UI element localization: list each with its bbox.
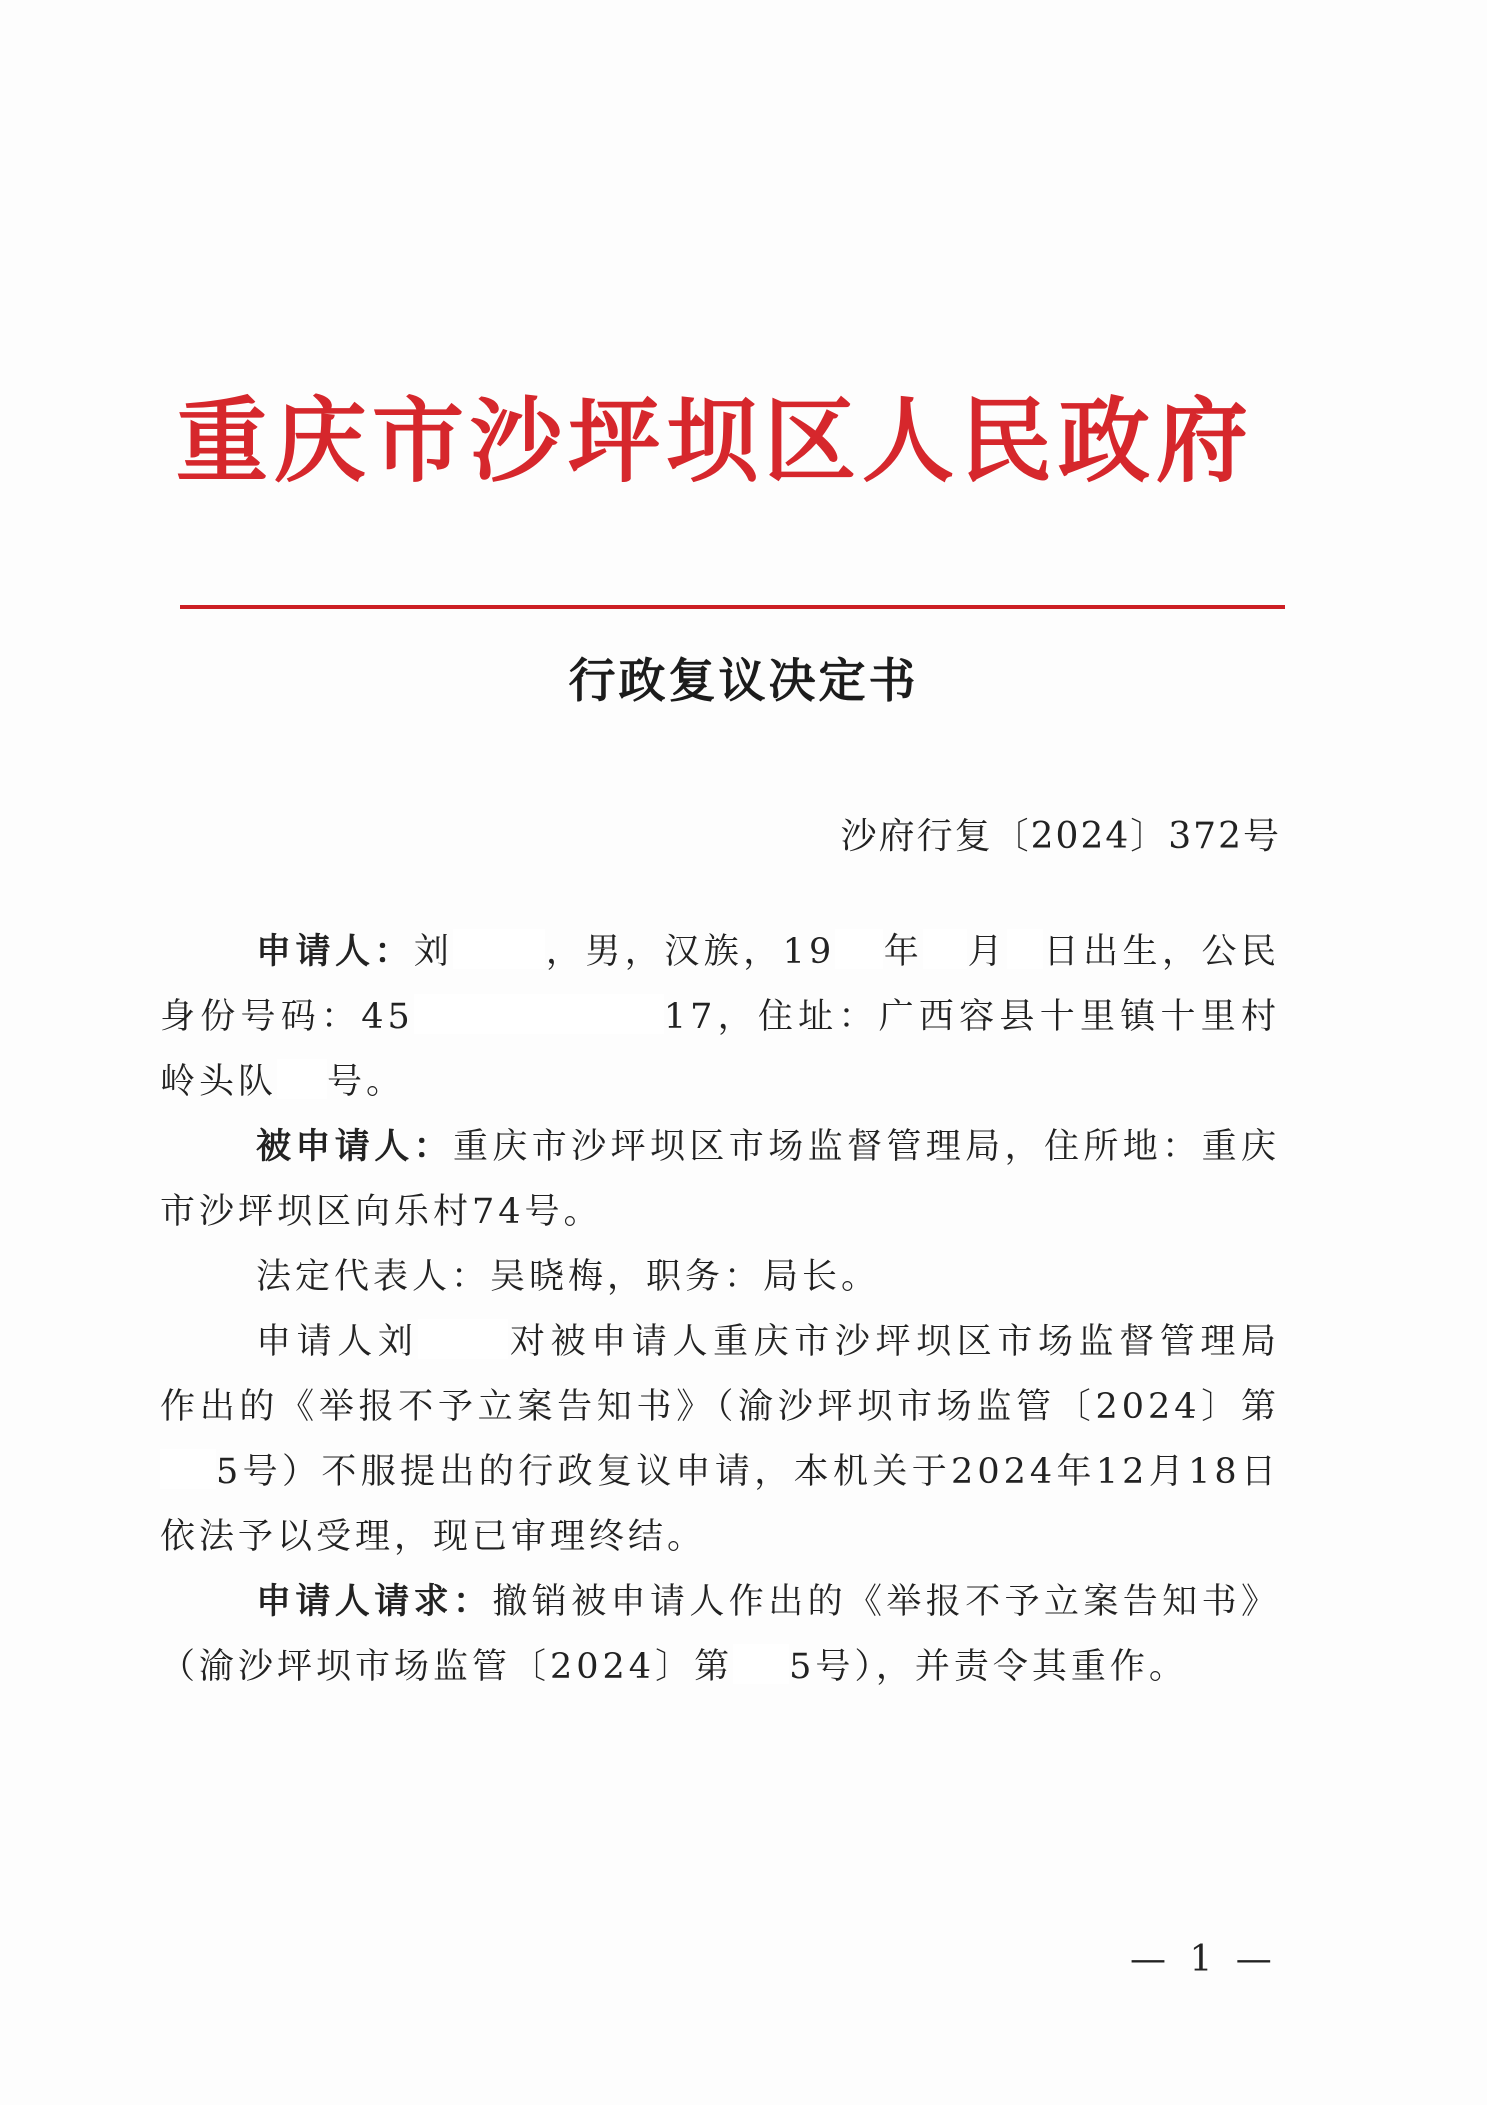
respondent-label: 被申请人： (256, 1127, 453, 1167)
applicant-text-b: ，男，汉族，19 (545, 932, 836, 972)
issuer-header: 重庆市沙坪坝区人民政府 (175, 387, 1254, 495)
request-text-a: 撤销被申请人作出的《举报不予立案告知书》（渝沙坪坝市场监管〔2024〕第 (160, 1582, 1280, 1687)
legal-rep-text: 法定代表人：吴晓梅，职务：局长。 (256, 1257, 881, 1297)
applicant-paragraph (160, 920, 1280, 1115)
request-paragraph (160, 1570, 1280, 1700)
redacted-birth-day (1007, 929, 1043, 969)
page-number: — 1 — (1130, 1939, 1278, 1980)
red-divider-line (180, 605, 1285, 609)
request-text-b: 5号），并责令其重作。 (789, 1647, 1188, 1687)
applicant-text-f: 17，住址：广西容县十里镇十里村岭头队 (160, 997, 1280, 1102)
respondent-paragraph (160, 1115, 1280, 1245)
case-intro-text-c: 5号）不服提出的行政复议申请，本机关于2024年12月18日依法予以受理，现已审理终结。 (160, 1452, 1280, 1557)
document-title: 行政复议决定书 (568, 654, 919, 709)
redacted-case-number (160, 1449, 216, 1489)
redacted-birth-month (923, 929, 967, 969)
respondent-text: 重庆市沙坪坝区市场监督管理局，住所地：重庆市沙坪坝区向乐村74号。 (160, 1127, 1280, 1232)
applicant-label: 申请人： (256, 932, 414, 972)
redacted-id-number (414, 994, 664, 1034)
applicant-text-d: 月 (967, 932, 1008, 972)
applicant-text-c: 年 (883, 932, 924, 972)
applicant-text-e: 日出生，公民身份号码：45 (160, 932, 1280, 1037)
redacted-name (453, 929, 545, 969)
case-intro-text-a: 申请人刘 (256, 1322, 419, 1362)
legal-rep-paragraph (160, 1245, 1280, 1310)
applicant-text-g: 号。 (327, 1062, 406, 1102)
document-body (160, 920, 1280, 1700)
redacted-birth-year (835, 929, 883, 969)
applicant-text-a: 刘 (413, 932, 454, 972)
redacted-case-number-2 (733, 1644, 789, 1684)
redacted-house-number (277, 1059, 327, 1099)
case-intro-paragraph (160, 1310, 1280, 1570)
case-intro-text-b: 对被申请人重庆市沙坪坝区市场监督管理局作出的《举报不予立案告知书》（渝沙坪坝市场监管〔2024〕第 (160, 1322, 1280, 1427)
document-number: 沙府行复〔2024〕372号 (840, 816, 1281, 857)
redacted-name-2 (418, 1319, 508, 1359)
request-label: 申请人请求： (256, 1582, 493, 1622)
